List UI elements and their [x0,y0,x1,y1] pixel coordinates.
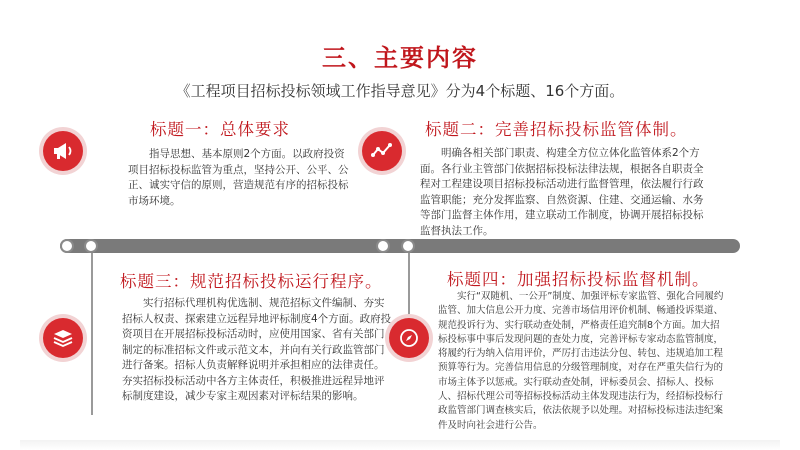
timeline-bar [60,239,740,253]
section-4-body: 实行“双随机、一公开”制度、加强评标专家监管、强化合同履约监管、加大信息公开力度、完善市场信用评价机制、畅通投诉渠道、规范投诉行为、实行联动查处制，严格责任追究制8个方面。加大招标投标事中事后发现问题的查处力度，完善评标专家动态监管制度，将履约行为纳入信用评价，严厉打击违法分包、转包、违规追加工程预算等行为。完善信用信息的分级管理制度，对存在严重失信行为的市场主体予以惩戒。实行联动查处制，评标委员会、招标人、投标人、招标代理公司等招标投标活动主体发现违法行为，经招标投标行政监管部门调查核实后，依法依规予以处理。对招标投标违法违纪案件及时向社会进行公告。 [438,291,724,431]
bottom-shadow [20,440,780,450]
section-3-heading: 标题三：规范招标投标运行程序。 [120,272,383,291]
section-4-heading: 标题四：加强招标投标监督机制。 [447,270,710,289]
layers-icon [43,318,83,358]
section-2-heading: 标题二：完善招标投标监管体制。 [425,120,688,139]
timeline-connector [91,253,93,415]
compass-icon [389,318,429,358]
page-subtitle: 《工程项目招标投标领域工作指导意见》分为4个标题、16个方面。 [175,82,625,100]
section-1-body: 指导思想、基本原则2个方面。以政府投资项目招标投标监管为重点，坚持公开、公平、公正、诚实守信的原则，营造规范有序的招标投标市场环境。 [128,148,349,207]
section-2-body: 明确各相关部门职责、构建全方位立体化监管体系2个方面。各行业主管部门依据招标投标法律法规，根据各自职责全程对工程建设项目招标投标活动进行监督管理，依法履行行政监管职能；充分发挥监察、自然资源、住建、交通运输、水务等部门监督主体作用，建立联动工作制度，协调开展招标投标监督执法工作。 [420,147,704,237]
timeline-connector [408,253,410,328]
timeline-node [60,239,74,253]
timeline-node [376,239,390,253]
section-3-body: 实行招标代理机构优选制、规范招标文件编制、夯实招标人权责、探索建立远程异地评标制度4个方面。政府投资项目在开展招标投标活动时，应使用国家、省有关部门制定的标准招标文件或示范文本，并向有关行政监管部门进行备案。招标人负责解释说明并承担相应的法律责任。夯实招标投标活动中各方主体责任，积极推进远程异地评标制度建设，减少专家主观因素对评标结果的影响。 [122,297,392,402]
timeline-node [401,239,415,253]
megaphone-icon [43,131,83,171]
section-1-heading: 标题一：总体要求 [150,120,290,139]
page-title: 三、主要内容 [322,44,478,72]
line-chart-icon [362,131,402,171]
timeline-node [84,239,98,253]
